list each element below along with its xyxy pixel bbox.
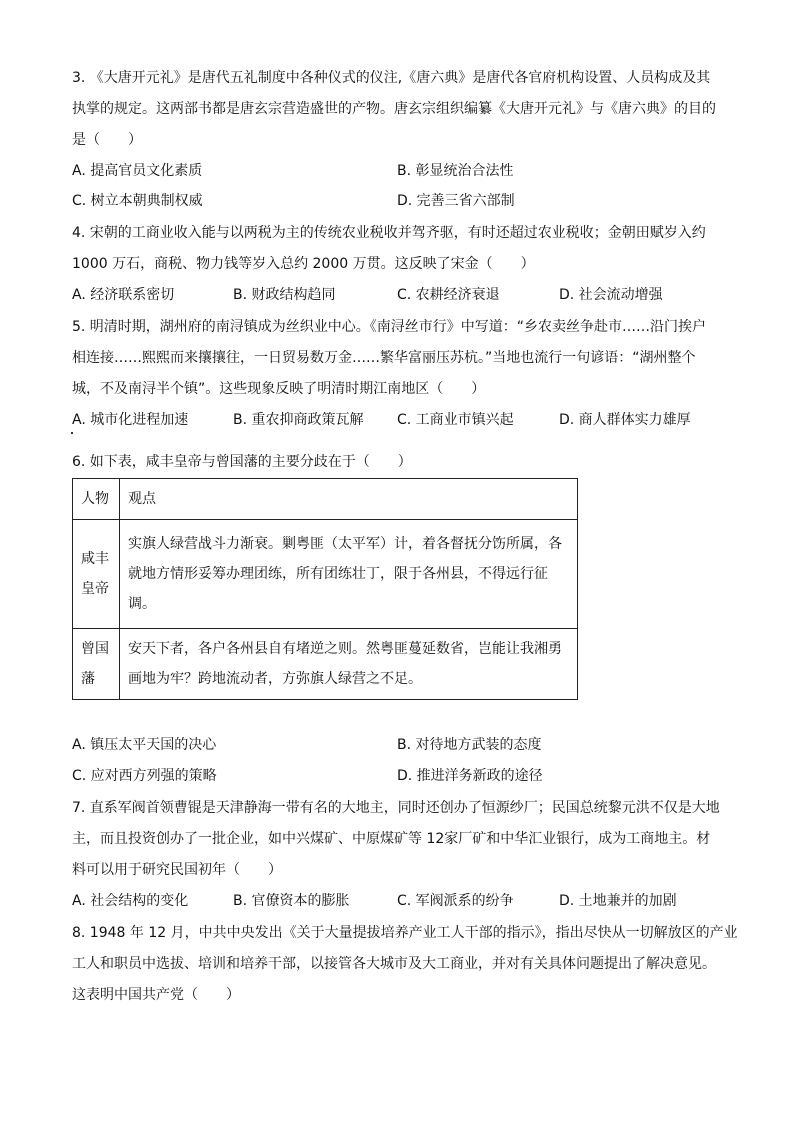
q6-view-cell: [120, 629, 578, 700]
q6-view-2-line-1: 安天下者，各户各州县自有堵逆之则。然粤匪蔓延数省，岂能让我湘勇: [128, 641, 562, 657]
q8-line-3: 这表明中国共产党（ ）: [72, 987, 240, 1003]
q6-view-1-line-1: 实旗人绿营战斗力渐衰。剿粤匪（太平军）计，着各督抚分饬所属，各: [128, 536, 562, 552]
q6-option-b: B. 对待地方武装的态度: [397, 737, 542, 753]
q3-option-c: C. 树立本朝典制权威: [72, 193, 203, 209]
q4-option-c: C. 农耕经济衰退: [397, 287, 500, 303]
q7-option-c: C. 军阀派系的纷争: [397, 893, 514, 909]
q6-person-1-part-1: 咸丰: [81, 551, 109, 567]
q5-line-2: 相连接……熙熙而来攘攘往，一日贸易数万金……繁华富丽压苏杭。”当地也流行一句谚语：“湖州整个: [72, 350, 696, 366]
q4-option-a: A. 经济联系密切: [72, 287, 175, 303]
q8-line-2: 工人和职员中选拔、培训和培养干部，以接管各大城市及大工商业，并对有关具体问题提出了解决意见。: [72, 956, 716, 972]
table-row: [73, 520, 578, 629]
q4-line-1: 4. 宋朝的工商业收入能与以两税为主的传统农业税收并驾齐驱，有时还超过农业税收；金朝田赋岁入约: [72, 225, 706, 241]
q6-view-cell: [120, 520, 578, 629]
q7-line-1: 7. 直系军阀首领曹锟是天津静海一带有名的大地主，同时还创办了恒源纱厂；民国总统黎元洪不仅是大地: [72, 800, 720, 816]
table-row: [73, 629, 578, 700]
q7-line-3: 料可以用于研究民国初年（ ）: [72, 862, 282, 878]
q6-view-1-line-3: 调。: [128, 596, 156, 612]
q6-line-1: 6. 如下表，咸丰皇帝与曾国藩的主要分歧在于（ ）: [72, 454, 412, 470]
q7-option-b: B. 官僚资本的膨胀: [233, 893, 350, 909]
q7-option-a: A. 社会结构的变化: [72, 893, 189, 909]
q6-person-2-part-2: 藩: [81, 671, 95, 687]
q3-line-3: 是（ ）: [72, 132, 142, 148]
q4-line-2: 1000 万石，商税、物力钱等岁入总约 2000 万贯。这反映了宋金（ ）: [72, 256, 535, 272]
q6-option-d: D. 推进洋务新政的途径: [397, 768, 543, 784]
q6-header-view: 观点: [120, 479, 578, 520]
q6-view-1-line-2: 就地方情形妥筹办理团练，所有团练壮丁，限于各州县，不得远行征: [128, 566, 548, 582]
q3-option-a: A. 提高官员文化素质: [72, 163, 203, 179]
q6-person-cell: [73, 520, 120, 629]
q6-header-person: 人物: [73, 479, 120, 520]
q4-option-b: B. 财政结构趋同: [233, 287, 336, 303]
q6-person-1-part-2: 皇帝: [81, 581, 109, 597]
q8-line-1: 8. 1948 年 12 月，中共中央发出《关于大量提拔培养产业工人干部的指示》，指出尽快从一切解放区的产业: [72, 925, 738, 941]
q6-option-c: C. 应对西方列强的策略: [72, 768, 217, 784]
q7-option-d: D. 土地兼并的加剧: [559, 893, 677, 909]
q7-line-2: 主，而且投资创办了一批企业，如中兴煤矿、中原煤矿等 12家厂矿和中华汇业银行，成为工商地主。材: [72, 831, 711, 847]
q3-option-b: B. 彰显统治合法性: [397, 163, 514, 179]
q6-table: [72, 478, 578, 700]
q6-option-a: A. 镇压太平天国的决心: [72, 737, 217, 753]
q3-option-d: D. 完善三省六部制: [397, 193, 515, 209]
q4-option-d: D. 社会流动增强: [559, 287, 663, 303]
q6-table-header-row: [73, 479, 578, 520]
q5-option-c: C. 工商业市镇兴起: [397, 412, 514, 428]
q5-option-b: B. 重农抑商政策瓦解: [233, 412, 364, 428]
q5-option-a: A. 城市化进程加速: [72, 412, 189, 428]
q6-view-2-line-2: 画地为牢？跨地流动者，方弥旗人绿营之不足。: [128, 671, 422, 687]
q5-option-d: D. 商人群体实力雄厚: [559, 412, 691, 428]
q5-line-1: 5. 明清时期，湖州府的南浔镇成为丝织业中心。《南浔丝市行》中写道：“乡农卖丝争赴市……沿门挨户: [72, 319, 707, 335]
q6-person-2-part-1: 曾国: [81, 641, 109, 657]
q6-person-cell: [73, 629, 120, 700]
q3-line-1: 3. 《大唐开元礼》是唐代五礼制度中各种仪式的仪注,《唐六典》是唐代各官府机构设置、人员构成及其: [72, 70, 711, 86]
q5-line-3: 城，不及南浔半个镇”。这些现象反映了明清时期江南地区（ ）: [72, 381, 486, 397]
q3-line-2: 执掌的规定。这两部书都是唐玄宗营造盛世的产物。唐玄宗组织编纂《大唐开元礼》与《唐六典》的目的: [72, 101, 716, 117]
stray-mark: [71, 432, 73, 434]
